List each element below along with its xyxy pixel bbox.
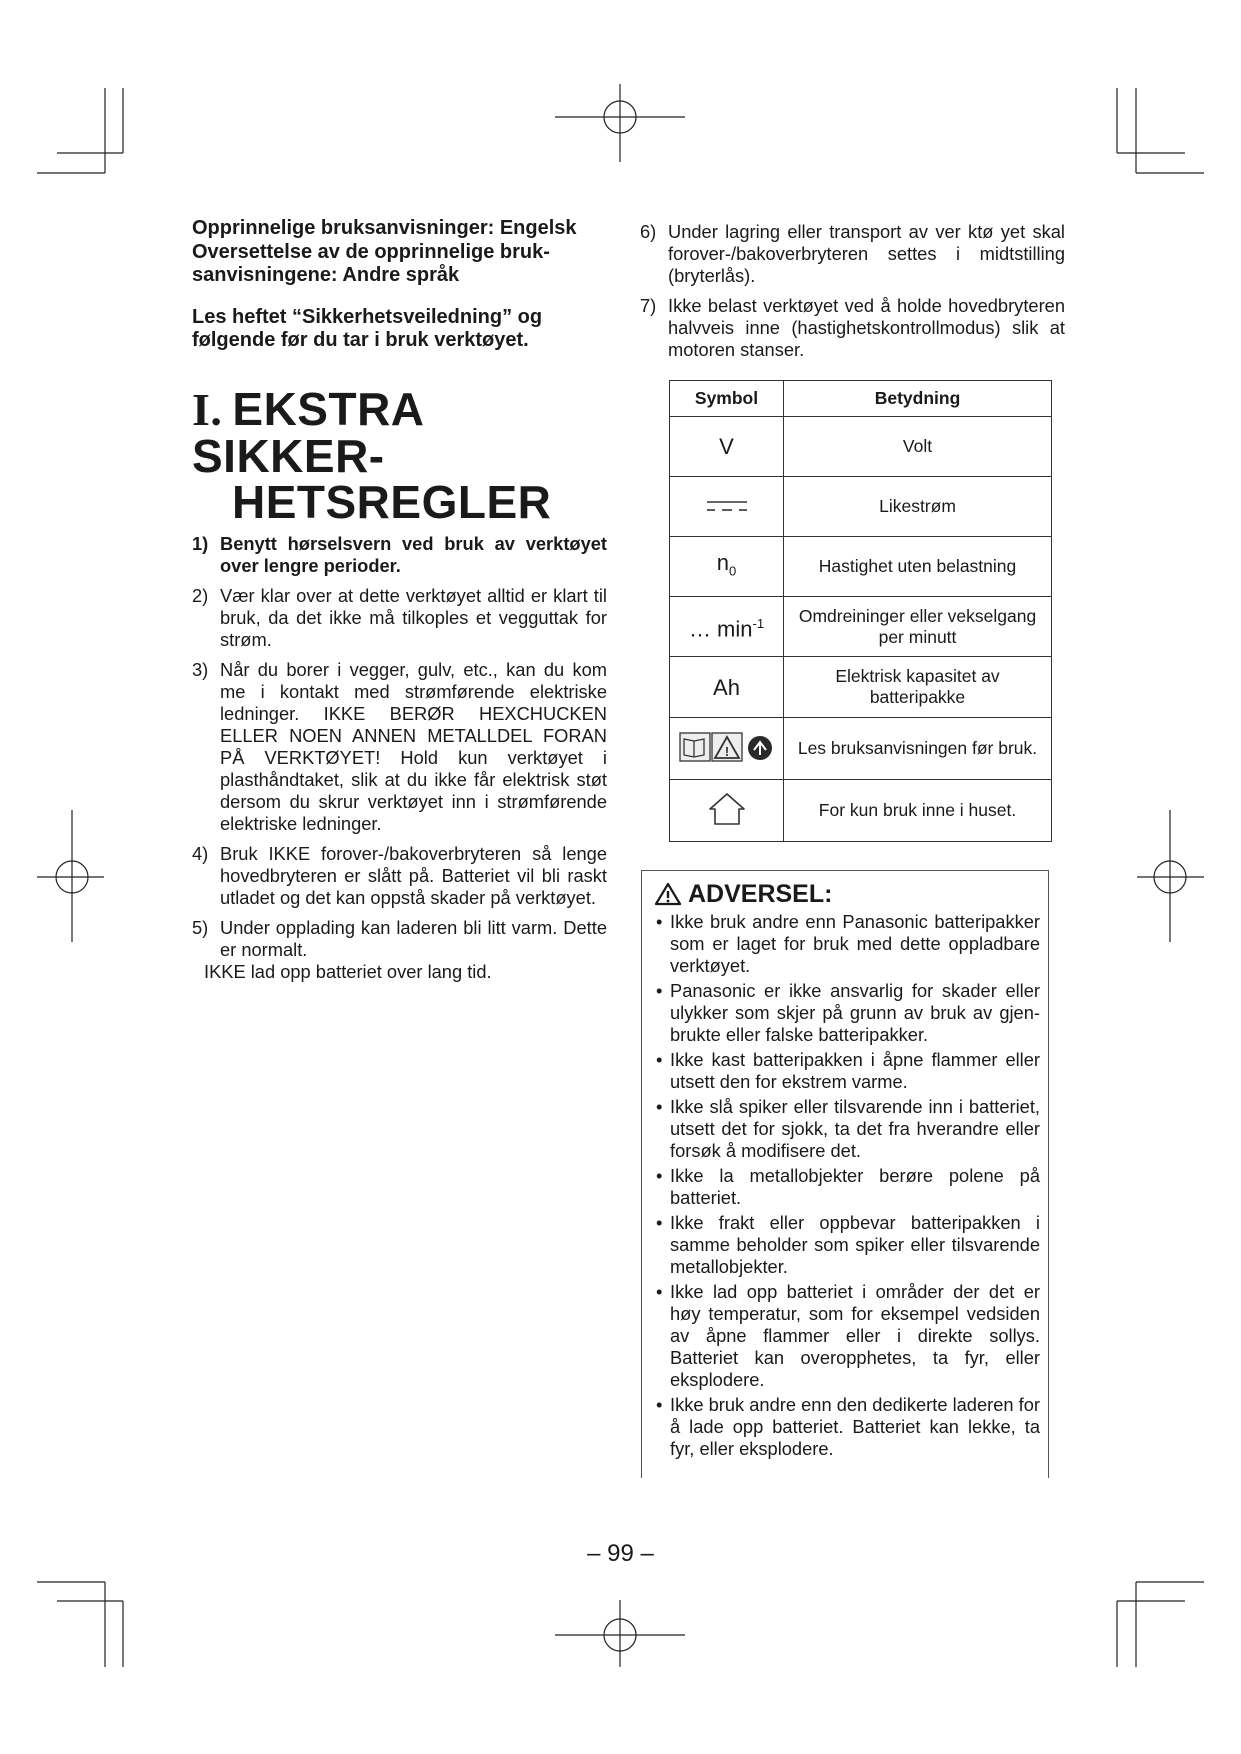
meaning-column-header: Betydning	[784, 381, 1052, 417]
symbol-text: n	[716, 549, 729, 575]
list-item	[192, 917, 607, 961]
warning-triangle-icon	[654, 882, 682, 906]
meaning-cell: Hastighet uten belastning	[784, 537, 1052, 597]
right-column	[640, 221, 1065, 369]
volt-symbol: V	[670, 417, 784, 477]
list-item	[192, 585, 607, 651]
table-row	[670, 597, 1052, 657]
safety-rules-list-continued	[640, 221, 1065, 361]
table-row	[670, 657, 1052, 718]
direct-current-icon	[670, 477, 784, 537]
svg-text:!: !	[724, 744, 729, 759]
meaning-cell: Likestrøm	[784, 477, 1052, 537]
read-manual-icons	[670, 718, 784, 780]
list-item: • Ikke lad opp batteriet i områder der det er høy temperatur, som for eksempel vedsiden av åpne flammer eller i direkte sollys. Batteriet kan overopphetes, ta fyr, eller eksplodere.	[650, 1281, 1040, 1391]
meaning-cell: For kun bruk inne i huset.	[784, 780, 1052, 842]
symbol-table	[669, 380, 1052, 842]
list-item: • Ikke bruk andre enn den dedikerte laderen for å lade opp batteriet. Batteriet kan lekke, ta fyr, eller eksplodere.	[650, 1394, 1040, 1460]
item-text: Under opplading kan laderen bli litt varm. Dette er normalt.	[220, 916, 607, 960]
list-item	[192, 659, 607, 835]
item-5-extra-text: IKKE lad opp batteriet over lang tid.	[204, 960, 492, 982]
warning-title-text: ADVERSEL:	[688, 880, 833, 908]
section-title	[192, 382, 607, 528]
list-item: • Ikke la metallobjekter berøre polene på batteriet.	[650, 1165, 1040, 1209]
section-title-line-1: EKSTRA SIKKER-	[192, 382, 423, 482]
list-item: • Ikke bruk andre enn Panasonic batteripakker som er laget for bruk med dette oppladbare verktøyet.	[650, 911, 1040, 977]
list-item: • Panasonic er ikke ansvarlig for skader eller ulykker som skjer på grunn av bruk av gjenbrukte eller falske batteripakker.	[650, 980, 1040, 1046]
list-item	[192, 533, 607, 577]
symbol-column-header: Symbol	[670, 381, 784, 417]
indoor-use-house-icon	[670, 780, 784, 842]
item-text: Ikke belast verktøyet ved å holde hovedbryteren halvveis inne (hastighetskontrollmodus) slik at motoren stanser.	[668, 295, 1065, 360]
item-text: Benytt hørselsvern ved bruk av verktøyet over lengre perioder.	[220, 532, 607, 576]
warning-box	[641, 870, 1049, 1478]
item-number: 4)	[192, 842, 209, 864]
warning-title	[654, 879, 1040, 909]
section-title-line-2: HETSREGLER	[232, 475, 552, 528]
meaning-cell: Les bruksanvisningen før bruk.	[784, 718, 1052, 780]
list-item: • Ikke kast batteripakken i åpne flammer eller utsett den for ekstrem varme.	[650, 1049, 1040, 1093]
safety-rules-list	[192, 533, 607, 961]
original-instructions-heading: Opprinnelige bruksanvisninger: Engelsk Oversettelse av de opprinnelige bruksanvisningene: Andre språk	[192, 217, 577, 286]
rpm-symbol	[670, 597, 784, 657]
warning-bullets	[650, 911, 1040, 1460]
item-number: 5)	[192, 916, 209, 938]
list-item: • Ikke slå spiker eller tilsvarende inn i batteriet, utsett det for sjokk, ta det fra hverandre eller forsøk å modifisere det.	[650, 1096, 1040, 1162]
ampere-hour-symbol: Ah	[670, 657, 784, 718]
item-text: Bruk IKKE forover-/bakoverbryteren så lenge hovedbryteren er slått på. Batteriet vil bli raskt utladet og det kan oppstå skader på verktøyet.	[220, 842, 607, 908]
meaning-cell: Omdreininger eller vekselgang per minutt	[784, 597, 1052, 657]
item-text: Under lagring eller transport av ver ktø yet skal forover-/bakoverbryteren settes i midtstilling (bryterlås).	[668, 221, 1065, 286]
table-row	[670, 537, 1052, 597]
list-item: • Ikke frakt eller oppbevar batteripakken i samme beholder som spiker eller tilsvarende metallobjekter.	[650, 1212, 1040, 1278]
item-number: 6)	[640, 221, 657, 242]
symbol-superscript: -1	[752, 616, 765, 632]
item-text: Vær klar over at dette verktøyet alltid er klart til bruk, da det ikke må tilkoples et vegguttak for strøm.	[220, 584, 607, 650]
item-text: Når du borer i vegger, gulv, etc., kan du kom me i kontakt med strømførende elektriske ledninger. IKKE BERØR HEXCHUCKEN ELLER NOEN ANNEN METALLDEL FORAN PÅ VERKTØYET! Hold kun verktøyet i plasthåndtaket, slik at du ikke får elektrisk støt dersom du skrur verktøyet inn i strømførende elektriske ledninger.	[220, 658, 607, 834]
meaning-cell: Volt	[784, 417, 1052, 477]
table-row	[670, 417, 1052, 477]
meaning-cell: Elektrisk kapasitet av batteripakke	[784, 657, 1052, 718]
list-item	[640, 221, 1065, 287]
table-row	[670, 477, 1052, 537]
item-number: 7)	[640, 295, 657, 316]
list-item	[640, 295, 1065, 361]
table-row	[670, 718, 1052, 780]
list-item	[192, 843, 607, 909]
item-number: 2)	[192, 584, 209, 606]
left-column	[192, 217, 607, 983]
section-number: I.	[192, 383, 223, 435]
table-row	[670, 780, 1052, 842]
table-header-row	[670, 381, 1052, 417]
symbol-subscript: 0	[729, 563, 737, 579]
symbol-text: … min	[688, 616, 753, 642]
item-number: 3)	[192, 658, 209, 680]
item-number: 1)	[192, 532, 209, 554]
read-booklet-heading: Les heftet “Sikkerhetsveiledning” og følgende før du tar i bruk verktøyet.	[192, 305, 543, 351]
page-number: – 99 –	[587, 1540, 654, 1567]
no-load-speed-symbol	[670, 537, 784, 597]
